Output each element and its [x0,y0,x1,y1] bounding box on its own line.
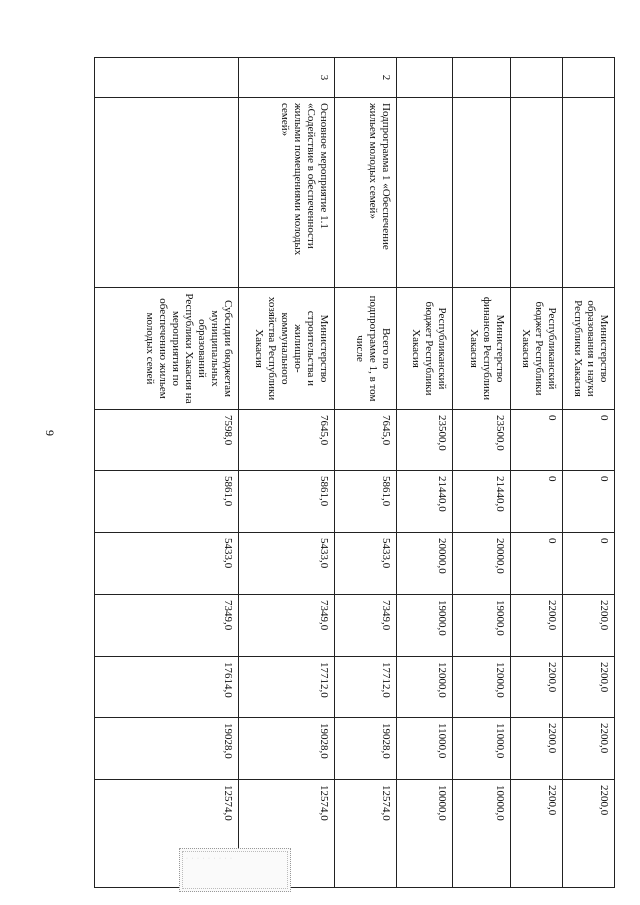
funding-source: Республиканский бюджет Республики Хакасия [511,288,563,410]
row-title [453,98,511,288]
value-cell: 0 [511,471,563,533]
value-cell: 2200,0 [563,718,615,780]
funding-source: Субсидии бюджетам муниципальных образований Республики Хакасия на мероприятия по обеспечению жильем молодых семей [95,288,239,410]
table-row [511,58,563,888]
funding-source: Министерство финансов Республики Хакасия [453,288,511,410]
value-cell: 12000,0 [397,657,453,718]
value-cell: 5433,0 [239,533,335,595]
row-number [453,58,511,98]
value-cell: 7598,0 [95,410,239,471]
value-cell: 7349,0 [335,595,397,657]
row-number [397,58,453,98]
value-cell: 0 [563,533,615,595]
table-row [239,58,335,888]
value-cell: 5433,0 [335,533,397,595]
value-cell: 21440,0 [453,471,511,533]
row-title [563,98,615,288]
value-cell: 20000,0 [453,533,511,595]
value-cell: 10000,0 [453,780,511,888]
value-cell: 7645,0 [239,410,335,471]
value-cell: 0 [563,410,615,471]
value-cell: 23500,0 [453,410,511,471]
value-cell: 23500,0 [397,410,453,471]
value-cell: 17614,0 [95,657,239,718]
value-cell: 7349,0 [95,595,239,657]
value-cell: 19000,0 [453,595,511,657]
value-cell: 2200,0 [511,718,563,780]
row-title [397,98,453,288]
value-cell: 5861,0 [95,471,239,533]
table-row [453,58,511,888]
value-cell: 2200,0 [511,595,563,657]
row-title: Основное мероприятие 1.1 «Содействие в обеспеченности жилыми помещениями молодых семей» [239,98,335,288]
funding-source: Министерство образования и науки Республики Хакасия [563,288,615,410]
value-cell: 19028,0 [239,718,335,780]
row-number: 3 [239,58,335,98]
value-cell: 19000,0 [397,595,453,657]
table-row [95,58,239,888]
value-cell: 12574,0 [335,780,397,888]
value-cell: 10000,0 [397,780,453,888]
value-cell: 19028,0 [335,718,397,780]
value-cell: 2200,0 [563,657,615,718]
value-cell: 19028,0 [95,718,239,780]
value-cell: 0 [511,533,563,595]
value-cell: 2200,0 [563,595,615,657]
value-cell: 12574,0 [95,780,239,888]
row-number [511,58,563,98]
value-cell: 5433,0 [95,533,239,595]
value-cell: 2200,0 [511,657,563,718]
row-number [563,58,615,98]
row-title: Подпрограмма 1 «Обеспечение жильем молодых семей» [335,98,397,288]
value-cell: 2200,0 [511,780,563,888]
row-number [95,58,239,98]
value-cell: 7349,0 [239,595,335,657]
value-cell: 11000,0 [453,718,511,780]
value-cell: 17712,0 [335,657,397,718]
row-number: 2 [335,58,397,98]
value-cell: 17712,0 [239,657,335,718]
row-title [511,98,563,288]
value-cell: 5861,0 [335,471,397,533]
funding-source: Всего по подпрограмме 1, в том числе [335,288,397,410]
value-cell: 7645,0 [335,410,397,471]
table-row [563,58,615,888]
funding-source: Министерство строительства и жилищно-коммунального хозяйства Республики Хакасия [239,288,335,410]
table-rotated-container [95,57,615,847]
value-cell: 0 [563,471,615,533]
value-cell: 12000,0 [453,657,511,718]
value-cell: 0 [511,410,563,471]
faded-stamp [179,848,291,892]
value-cell: 21440,0 [397,471,453,533]
value-cell: 5861,0 [239,471,335,533]
budget-table [94,57,615,888]
row-title [95,98,239,288]
table-row [335,58,397,888]
stamp-text: · · · · · · · · · [186,856,233,862]
funding-source: Республиканский бюджет Республики Хакасия [397,288,453,410]
page-number: 9 [43,430,57,436]
value-cell: 2200,0 [563,780,615,888]
value-cell: 12574,0 [239,780,335,888]
value-cell: 20000,0 [397,533,453,595]
value-cell: 11000,0 [397,718,453,780]
table-row [397,58,453,888]
